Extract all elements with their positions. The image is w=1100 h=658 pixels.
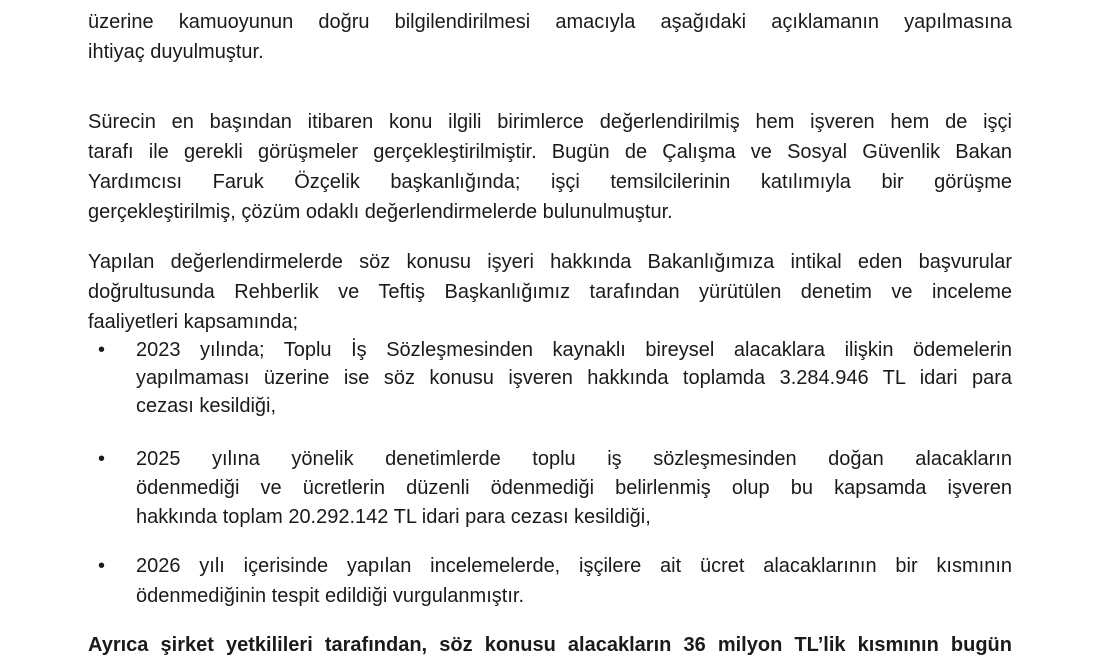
bullet-text-line: 2026 yılı içerisinde yapılan incelemelerde, işçilere ait ücret alacaklarının bir kısmının (136, 555, 1012, 577)
text-line: faaliyetleri kapsamında; (88, 311, 299, 333)
bullet-text-line: ödenmediği ve ücretlerin düzenli ödenmediği belirlenmiş olup bu kapsamda işveren (136, 477, 1012, 499)
text-line: Yapılan değerlendirmelerde söz konusu işyeri hakkında Bakanlığımıza intikal eden başvurular (88, 251, 1012, 273)
bullet-text-line: hakkında toplam 20.292.142 TL idari para cezası kesildiği, (136, 506, 651, 528)
text-line: Sürecin en başından itibaren konu ilgili birimlerce değerlendirilmiş hem işveren hem de işçi (88, 111, 1012, 133)
text-line: gerçekleştirilmiş, çözüm odaklı değerlendirmelerde bulunulmuştur. (88, 201, 673, 223)
bullet-icon: • (98, 448, 106, 470)
bullet-text-line: cezası kesildiği, (136, 395, 277, 417)
text-line: doğrultusunda Rehberlik ve Teftiş Başkanlığımız tarafından yürütülen denetim ve inceleme (88, 281, 1012, 303)
bullet-text-line: 2025 yılına yönelik denetimlerde toplu iş sözleşmesinden doğan alacakların (136, 448, 1012, 470)
text-line: tarafı ile gerekli görüşmeler gerçekleştirilmiştir. Bugün de Çalışma ve Sosyal Güvenlik Bakan (88, 141, 1012, 163)
text-line: ihtiyaç duyulmuştur. (88, 41, 264, 63)
text-line: üzerine kamuoyunun doğru bilgilendirilmesi amacıyla aşağıdaki açıklamanın yapılmasına (88, 11, 1012, 33)
bullet-icon: • (98, 339, 106, 361)
text-line: Yardımcısı Faruk Özçelik başkanlığında; işçi temsilcilerinin katılımıyla bir görüşme (88, 171, 1012, 193)
bullet-icon: • (98, 555, 106, 577)
bullet-text-line: yapılmaması üzerine ise söz konusu işveren hakkında toplamda 3.284.946 TL idari para (136, 367, 1012, 389)
text-line: Ayrıca şirket yetkilileri tarafından, söz konusu alacakların 36 milyon TL’lik kısmının bugün (88, 634, 1012, 656)
bullet-text-line: ödenmediğinin tespit edildiği vurgulanmıştır. (136, 585, 524, 607)
bullet-text-line: 2023 yılında; Toplu İş Sözleşmesinden kaynaklı bireysel alacaklara ilişkin ödemelerin (136, 339, 1012, 361)
